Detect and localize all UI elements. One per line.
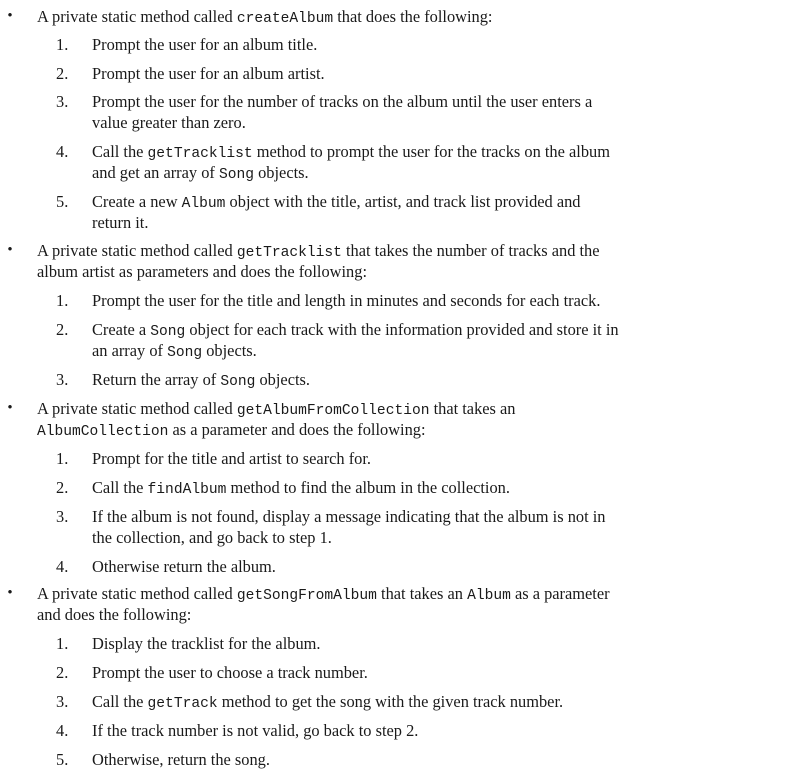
step-number: 2. xyxy=(56,64,69,83)
step-text-line xyxy=(92,162,309,186)
step-number: 5. xyxy=(56,750,69,769)
text-segment: objects. xyxy=(202,341,257,360)
text-segment: as a parameter xyxy=(510,584,610,603)
bullet-marker: • xyxy=(7,8,13,24)
step-text-line xyxy=(92,369,310,393)
text-segment: Call the xyxy=(92,142,148,161)
text-segment: If the album is not found, display a message indicating that the album is not in xyxy=(92,507,606,526)
step-number: 3. xyxy=(56,370,69,389)
step-text-line xyxy=(92,720,418,741)
step-text-line xyxy=(92,63,325,84)
text-segment: Call the xyxy=(92,692,148,711)
code-identifier: getTracklist xyxy=(236,245,342,261)
step-text-line xyxy=(92,477,510,501)
step-number: 2. xyxy=(56,478,69,497)
code-identifier: getTracklist xyxy=(147,146,253,162)
step-text-line xyxy=(92,212,148,233)
method-description-line xyxy=(37,419,426,443)
code-identifier: createAlbum xyxy=(236,11,334,27)
step-text-line xyxy=(92,91,592,112)
step-number: 4. xyxy=(56,557,69,576)
step-text-line xyxy=(92,506,605,527)
step-text-line xyxy=(92,691,563,715)
text-segment: object with the title, artist, and track list provided and xyxy=(225,192,581,211)
step-text-line xyxy=(92,448,371,469)
step-text-line xyxy=(92,556,276,577)
text-segment: Otherwise return the album. xyxy=(92,557,276,576)
method-description-line xyxy=(37,6,493,30)
text-segment: and does the following: xyxy=(37,605,192,624)
text-segment: Otherwise, return the song. xyxy=(92,750,270,769)
text-segment: Return the array of xyxy=(92,370,221,389)
step-number: 3. xyxy=(56,507,69,526)
text-segment: A private static method called xyxy=(37,584,237,603)
text-segment: If the track number is not valid, go back to step 2. xyxy=(92,721,419,740)
code-identifier: Album xyxy=(467,588,511,604)
step-number: 1. xyxy=(56,634,69,653)
text-segment: that does the following: xyxy=(333,7,493,26)
text-segment: Prompt the user for the number of tracks on the album until the user enters a xyxy=(92,92,593,111)
text-segment: method to find the album in the collection. xyxy=(226,478,510,497)
step-text-line xyxy=(92,662,368,683)
text-segment: Prompt the user to choose a track number. xyxy=(92,663,368,682)
code-identifier: AlbumCollection xyxy=(37,424,169,440)
code-identifier: Song xyxy=(150,324,186,340)
text-segment: and get an array of xyxy=(92,163,219,182)
text-segment: objects. xyxy=(255,370,310,389)
step-text-line xyxy=(92,527,332,548)
text-segment: object for each track with the information provided and store it in xyxy=(185,320,619,339)
text-segment: return it. xyxy=(92,213,149,232)
step-number: 4. xyxy=(56,721,69,740)
step-text-line xyxy=(92,34,317,55)
text-segment: Prompt the user for the title and length in minutes and seconds for each track. xyxy=(92,291,601,310)
bullet-marker: • xyxy=(7,585,13,601)
text-segment: objects. xyxy=(254,163,309,182)
text-segment: Prompt for the title and artist to search for. xyxy=(92,449,372,468)
code-identifier: getSongFromAlbum xyxy=(236,588,377,604)
step-text-line xyxy=(92,749,270,770)
code-identifier: getTrack xyxy=(147,696,218,712)
code-identifier: Album xyxy=(181,196,226,212)
step-number: 3. xyxy=(56,692,69,711)
text-segment: method to prompt the user for the tracks on the album xyxy=(252,142,610,161)
text-segment: that takes an xyxy=(376,584,468,603)
text-segment: an array of xyxy=(92,341,168,360)
text-segment: A private static method called xyxy=(37,399,237,418)
text-segment: Prompt the user for an album title. xyxy=(92,35,318,54)
text-segment: A private static method called xyxy=(37,241,237,260)
step-number: 2. xyxy=(56,320,69,339)
text-segment: Call the xyxy=(92,478,148,497)
step-text-line xyxy=(92,633,321,654)
step-number: 5. xyxy=(56,192,69,211)
step-text-line xyxy=(92,290,600,311)
text-segment: Create a xyxy=(92,320,151,339)
step-text-line xyxy=(92,191,581,215)
code-identifier: Song xyxy=(167,345,203,361)
step-number: 1. xyxy=(56,449,69,468)
method-description-line xyxy=(37,604,191,625)
step-number: 1. xyxy=(56,291,69,310)
step-text-line xyxy=(92,340,257,364)
bullet-marker: • xyxy=(7,400,13,416)
text-segment: method to get the song with the given track number. xyxy=(217,692,564,711)
step-number: 3. xyxy=(56,92,69,111)
code-identifier: Song xyxy=(220,374,256,390)
code-identifier: Song xyxy=(218,167,254,183)
bullet-marker: • xyxy=(7,242,13,258)
text-segment: that takes the number of tracks and the xyxy=(341,241,600,260)
text-segment: the collection, and go back to step 1. xyxy=(92,528,332,547)
step-number: 2. xyxy=(56,663,69,682)
text-segment: A private static method called xyxy=(37,7,237,26)
text-segment: value greater than zero. xyxy=(92,113,246,132)
text-segment: as a parameter and does the following: xyxy=(168,420,426,439)
method-description-line xyxy=(37,261,367,282)
step-number: 1. xyxy=(56,35,69,54)
text-segment: Prompt the user for an album artist. xyxy=(92,64,325,83)
code-identifier: findAlbum xyxy=(147,482,227,498)
text-segment: album artist as parameters and does the following: xyxy=(37,262,367,281)
code-identifier: getAlbumFromCollection xyxy=(236,403,430,419)
step-text-line xyxy=(92,112,246,133)
text-segment: Create a new xyxy=(92,192,182,211)
text-segment: Display the tracklist for the album. xyxy=(92,634,321,653)
text-segment: that takes an xyxy=(429,399,516,418)
step-number: 4. xyxy=(56,142,69,161)
